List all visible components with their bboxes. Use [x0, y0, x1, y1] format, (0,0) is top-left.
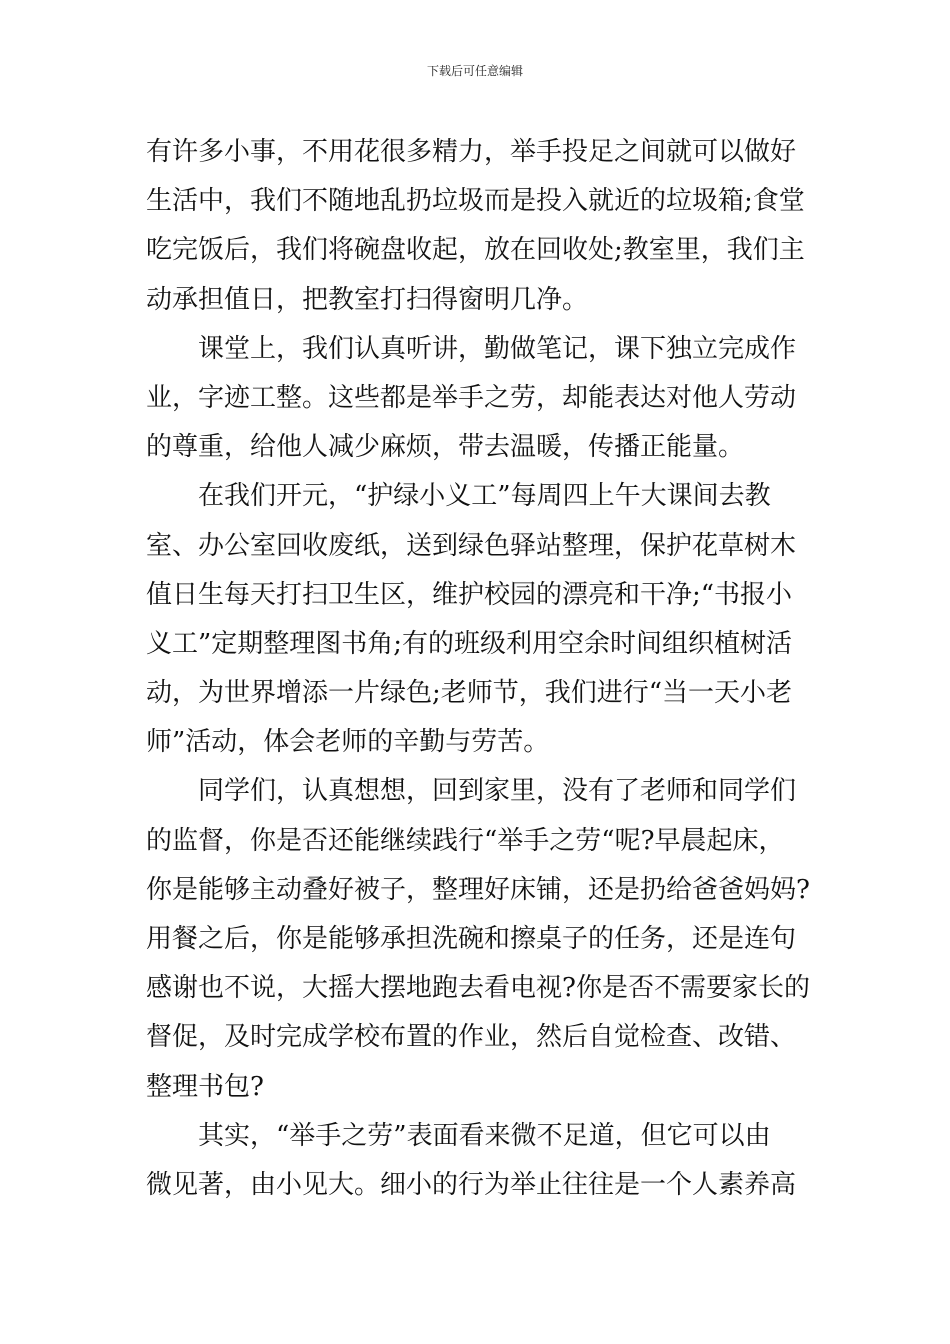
- text-line: 动承担值日，把教室打扫得窗明几净。: [146, 284, 589, 315]
- text-line: 微见著，由小见大。细小的行为举止往往是一个人素养高: [146, 1169, 797, 1200]
- text-line: 业，字迹工整。这些都是举手之劳，却能表达对他人劳动: [146, 382, 797, 413]
- text-line: 有许多小事，不用花很多精力，举手投足之间就可以做好: [146, 137, 797, 167]
- paragraph-first-line: 同学们，认真想想，回到家里，没有了老师和同学们: [198, 776, 797, 807]
- text-line: 值日生每天打扫卫生区，维护校园的漂亮和干净;“书报小: [146, 579, 793, 610]
- text-line: 督促，及时完成学校布置的作业，然后自觉检查、改错、: [146, 1022, 797, 1053]
- page-header: 下载后可任意编辑: [426, 64, 523, 78]
- text-line: 你是能够主动叠好被子，整理好床铺，还是扔给爸爸妈妈?: [146, 874, 810, 905]
- text-line: 义工”定期整理图书角;有的班级利用空余时间组织植树活: [146, 628, 793, 659]
- text-line: 用餐之后，你是能够承担洗碗和擦桌子的任务，还是连句: [146, 924, 797, 954]
- paragraph-first-line: 在我们开元，“护绿小义工”每周四上午大课间去教: [198, 481, 771, 512]
- text-line: 的监督，你是否还能继续践行“举手之劳“呢?早晨起床，: [146, 825, 785, 856]
- text-line: 生活中，我们不随地乱扔垃圾而是投入就近的垃圾箱;食堂: [146, 186, 805, 217]
- text-line: 师”活动，体会老师的辛勤与劳苦。: [146, 727, 550, 758]
- text-line: 吃完饭后，我们将碗盘收起，放在回收处;教室里，我们主: [146, 235, 805, 266]
- text-line: 动，为世界增添一片绿色;老师节，我们进行“当一天小老: [146, 678, 793, 709]
- text-line: 室、办公室回收废纸，送到绿色驿站整理，保护花草树木: [146, 530, 797, 561]
- text-line: 整理书包?: [146, 1071, 264, 1102]
- paragraph-first-line: 课堂上，我们认真听讲，勤做笔记，课下独立完成作: [198, 333, 797, 364]
- paragraph-first-line: 其实，“举手之劳”表面看来微不足道，但它可以由: [198, 1120, 771, 1151]
- text-line: 感谢也不说，大摇大摆地跑去看电视?你是否不需要家长的: [146, 973, 810, 1004]
- document-body: [146, 128, 816, 1210]
- text-line: 的尊重，给他人减少麻烦，带去温暖，传播正能量。: [146, 432, 745, 463]
